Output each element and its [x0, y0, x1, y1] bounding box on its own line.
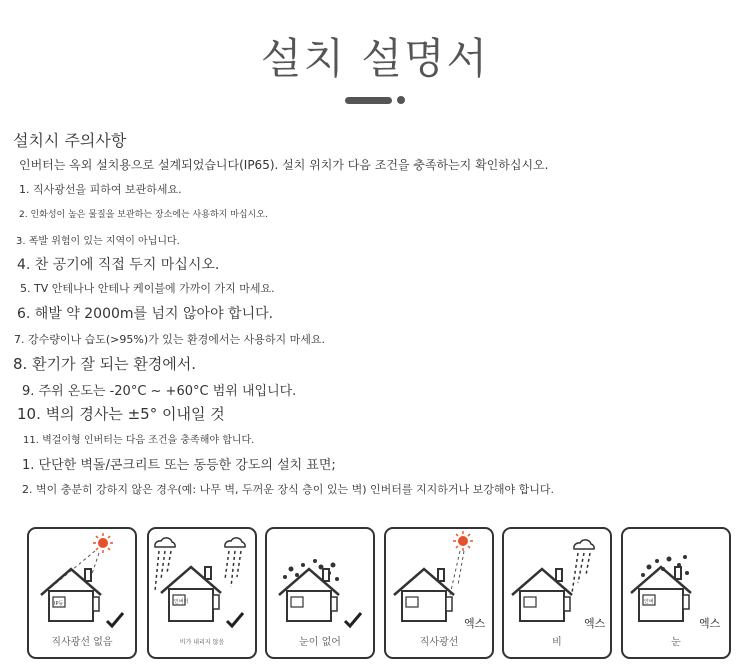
panel-caption: 눈: [671, 637, 681, 648]
instruction-line: 9. 주위 온도는 -20°C ~ +60°C 범위 내입니다.: [22, 384, 297, 399]
instruction-line: 2. 인화성이 높은 물질을 보관하는 장소에는 사용하지 마십시오.: [19, 210, 268, 220]
instruction-line: 2. 벽이 충분히 강하지 않은 경우(예: 나무 벽, 두꺼운 장식 층이 있는 벽) 인버터를 지지하거나 보강해야 합니다.: [22, 483, 555, 496]
sun-icon: [93, 533, 113, 553]
cross-mark-label: 엑스: [464, 617, 486, 630]
instruction-line: 3. 폭발 위험이 있는 지역이 아닙니다.: [16, 236, 180, 247]
rain-icon: [572, 553, 590, 593]
cloud-icon: [155, 538, 245, 547]
instruction-line: 5. TV 안테나나 안테나 케이블에 가까이 가지 마세요.: [20, 282, 275, 295]
inverter-icon: [331, 597, 337, 611]
cross-mark-label: 엑스: [584, 617, 606, 630]
instruction-line: 1. 직사광선을 피하여 보관하세요.: [19, 183, 182, 196]
page-title: 설치 설명서: [260, 34, 490, 83]
check-icon: [227, 613, 243, 626]
instruction-line: 4. 찬 공기에 직접 두지 마십시오.: [17, 257, 220, 273]
instruction-line: 인버터는 옥외 설치용으로 설계되었습니다(IP65). 설치 위치가 다음 조건을 충족하는지 확인하십시오.: [19, 158, 549, 172]
condition-panels: [0, 527, 750, 662]
panel-rain: [502, 527, 612, 659]
instruction-line: 6. 해발 약 2000m를 넘지 않아야 합니다.: [17, 306, 274, 322]
inverter-label: 인버터: [174, 599, 189, 605]
inverter-label: IP등: [54, 601, 64, 607]
instruction-line: 8. 환기가 잘 되는 환경에서.: [13, 355, 197, 373]
panel-caption: 눈이 없어: [299, 637, 341, 648]
check-icon: [345, 613, 361, 626]
instruction-line: 10. 벽의 경사는 ±5° 이내일 것: [17, 405, 225, 423]
inverter-icon: [93, 597, 99, 611]
inverter-icon: [213, 595, 219, 609]
panel-caption: 직사광선: [419, 637, 459, 648]
panel-caption: 직사광선 없음: [51, 637, 113, 648]
panel-caption: 비: [552, 637, 562, 648]
rain-icon: [155, 551, 241, 591]
cross-mark-label: 엑스: [699, 617, 721, 630]
instruction-line: 7. 강수량이나 습도(>95%)가 있는 환경에서는 사용하지 마세요.: [14, 333, 325, 346]
panel-no-rain: [147, 527, 257, 659]
instruction-line: 11. 벽걸이형 인버터는 다음 조건을 충족해야 합니다.: [23, 435, 255, 446]
panel-no-snow: [265, 527, 375, 659]
title-underline-dot: [397, 96, 405, 104]
check-icon: [107, 613, 123, 626]
sun-icon: [453, 531, 473, 551]
instruction-line: 1. 단단한 벽돌/콘크리트 또는 동등한 강도의 설치 표면;: [22, 458, 336, 473]
inverter-label: 인버: [644, 599, 654, 605]
inverter-icon: [683, 595, 689, 609]
inverter-icon: [446, 597, 452, 611]
section-heading: 설치시 주의사항: [13, 131, 127, 150]
panel-no-direct-sunlight: [27, 527, 137, 659]
panel-direct-sunlight: [384, 527, 494, 659]
panel-snow: [621, 527, 731, 659]
cloud-icon: [574, 540, 594, 549]
panel-caption: 비가 내리지 않음: [179, 639, 225, 646]
inverter-icon: [564, 597, 570, 611]
title-underline-bar: [345, 97, 392, 104]
